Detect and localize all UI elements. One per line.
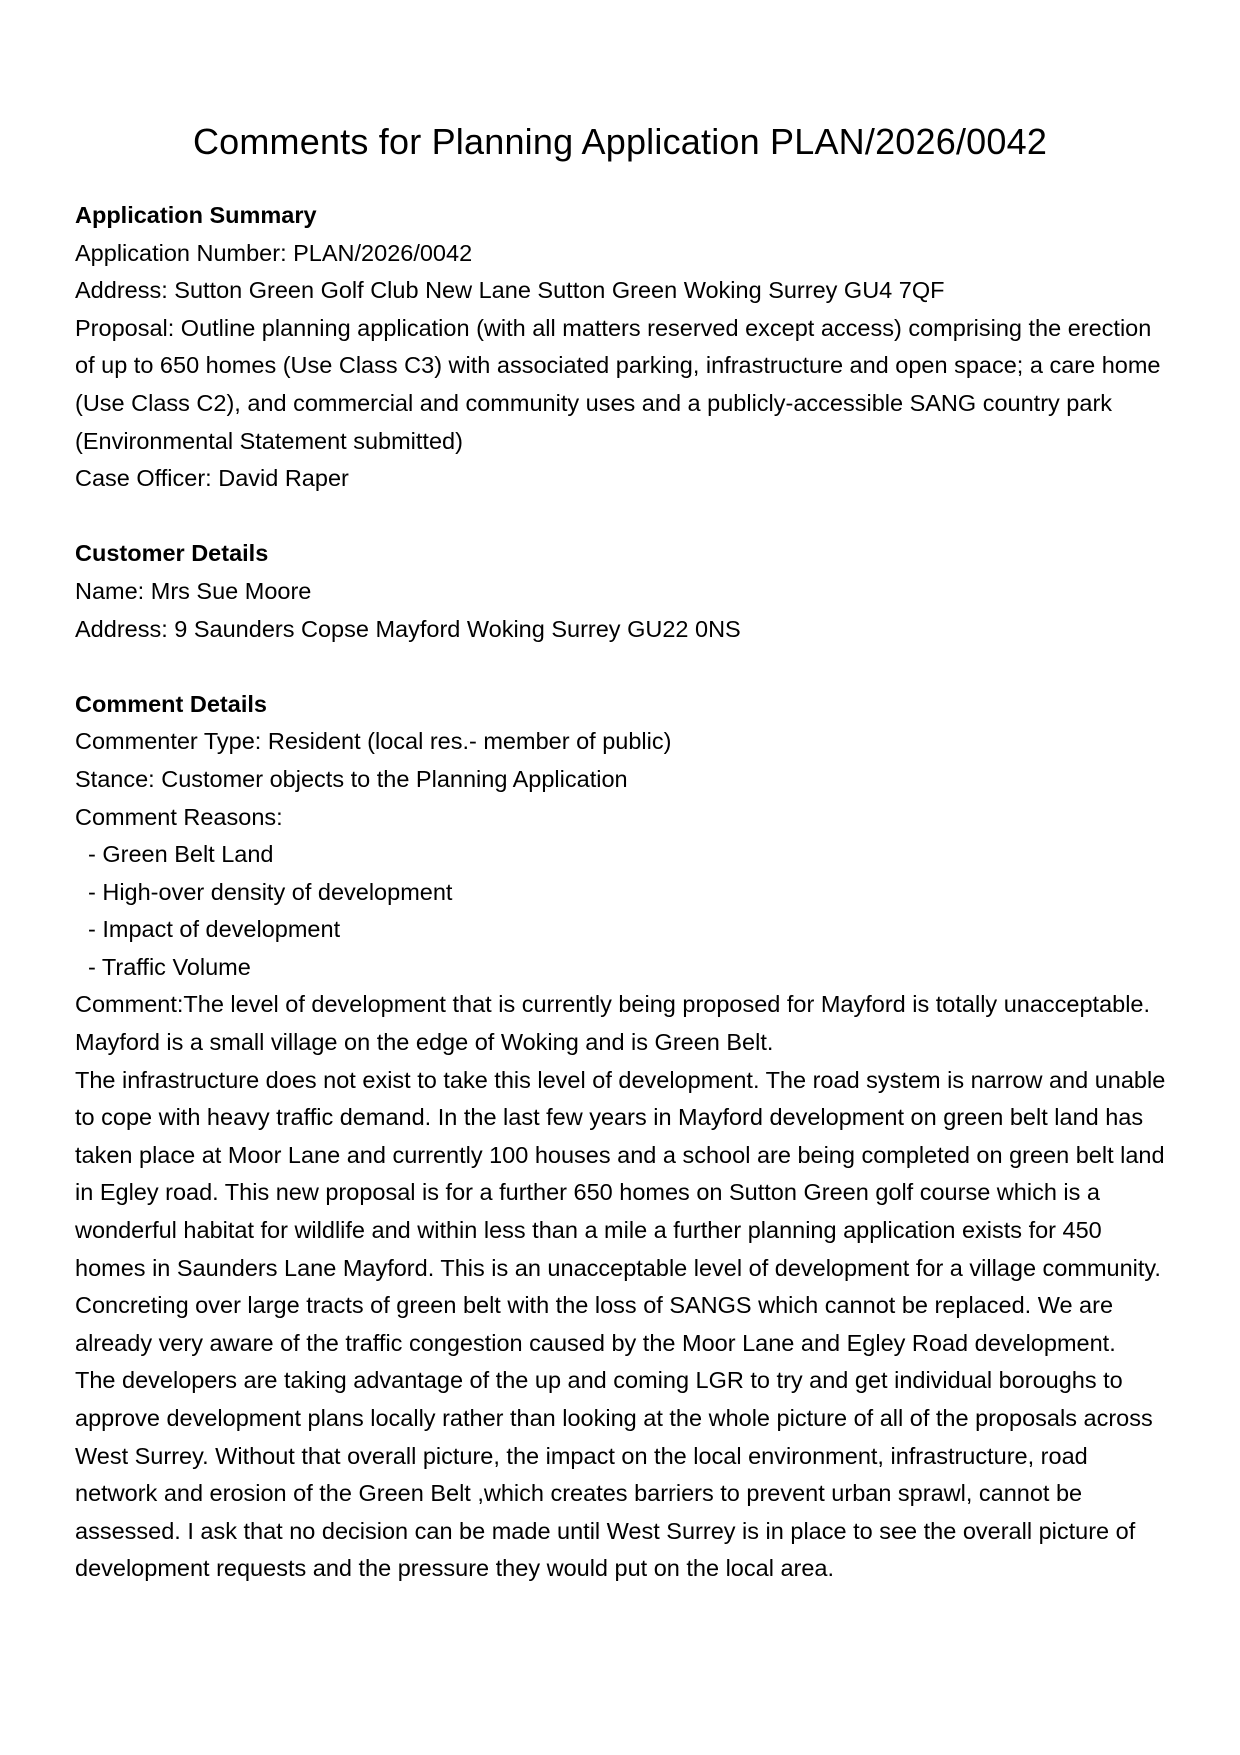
application-address: Address: Sutton Green Golf Club New Lane Sutton Green Woking Surrey GU4 7QF xyxy=(75,277,945,304)
comment-paragraph: The infrastructure does not exist to take this level of development. The road system is narrow and unable to cope with heavy traffic demand. In the last few years in Mayford development on green belt land has taken place at Moor Lane and currently 100 houses and a school are being completed on green belt land in Egley road. This new proposal is for a further 650 homes on Sutton Green golf course which is a wonderful habitat for wildlife and within less than a mile a further planning application exists for 450 homes in Saunders Lane Mayford. This is an unacceptable level of development for a village community. xyxy=(75,1066,1166,1281)
comment-reason-item: - Impact of development xyxy=(88,916,341,943)
comment-paragraph: Concreting over large tracts of green belt with the loss of SANGS which cannot be replaced. We are already very aware of the traffic congestion caused by the Moor Lane and Egley Road development. xyxy=(75,1292,1116,1356)
comment-reason-item: - Green Belt Land xyxy=(88,841,274,868)
page-title: Comments for Planning Application PLAN/2026/0042 xyxy=(192,121,1048,163)
case-officer: Case Officer: David Raper xyxy=(75,465,349,492)
comment-details-section xyxy=(75,686,1175,1588)
comment-reasons-label: Comment Reasons: xyxy=(75,803,283,830)
application-summary-section xyxy=(75,197,1175,498)
stance: Stance: Customer objects to the Planning Application xyxy=(75,765,628,792)
document-body xyxy=(75,197,1175,1588)
section-spacer xyxy=(75,648,1175,686)
customer-details-heading: Customer Details xyxy=(75,540,269,567)
application-number: Application Number: PLAN/2026/0042 xyxy=(75,239,473,266)
commenter-type: Commenter Type: Resident (local res.- member of public) xyxy=(75,728,672,755)
comment-reason-item: - High-over density of development xyxy=(88,878,453,905)
application-proposal: Proposal: Outline planning application (with all matters reserved except access) comprising the erection of up to 650 homes (Use Class C3) with associated parking, infrastructure and open space; a care home (Use Class C2), and commercial and community uses and a publicly-accessible SANG country park (Environmental Statement submitted) xyxy=(75,314,1161,454)
comment-reason-item: - Traffic Volume xyxy=(88,953,251,980)
customer-address: Address: 9 Saunders Copse Mayford Woking Surrey GU22 0NS xyxy=(75,615,741,642)
application-summary-heading: Application Summary xyxy=(75,202,317,228)
comment-details-heading: Comment Details xyxy=(75,690,267,717)
comment-paragraph: Comment:The level of development that is currently being proposed for Mayford is totally unacceptable. Mayford is a small village on the edge of Woking and is Green Belt. xyxy=(75,991,1151,1056)
comment-paragraph: The developers are taking advantage of the up and coming LGR to try and get individual boroughs to approve development plans locally rather than looking at the whole picture of all of the proposals across West Surrey. Without that overall picture, the impact on the local environment, infrastructure, road network and erosion of the Green Belt ,which creates barriers to prevent urban sprawl, cannot be assessed. I ask that no decision can be made until West Surrey is in place to see the overall picture of development requests and the pressure they would put on the local area. xyxy=(75,1367,1153,1582)
customer-details-section xyxy=(75,535,1175,648)
section-spacer xyxy=(75,498,1175,536)
customer-name: Name: Mrs Sue Moore xyxy=(75,577,312,604)
